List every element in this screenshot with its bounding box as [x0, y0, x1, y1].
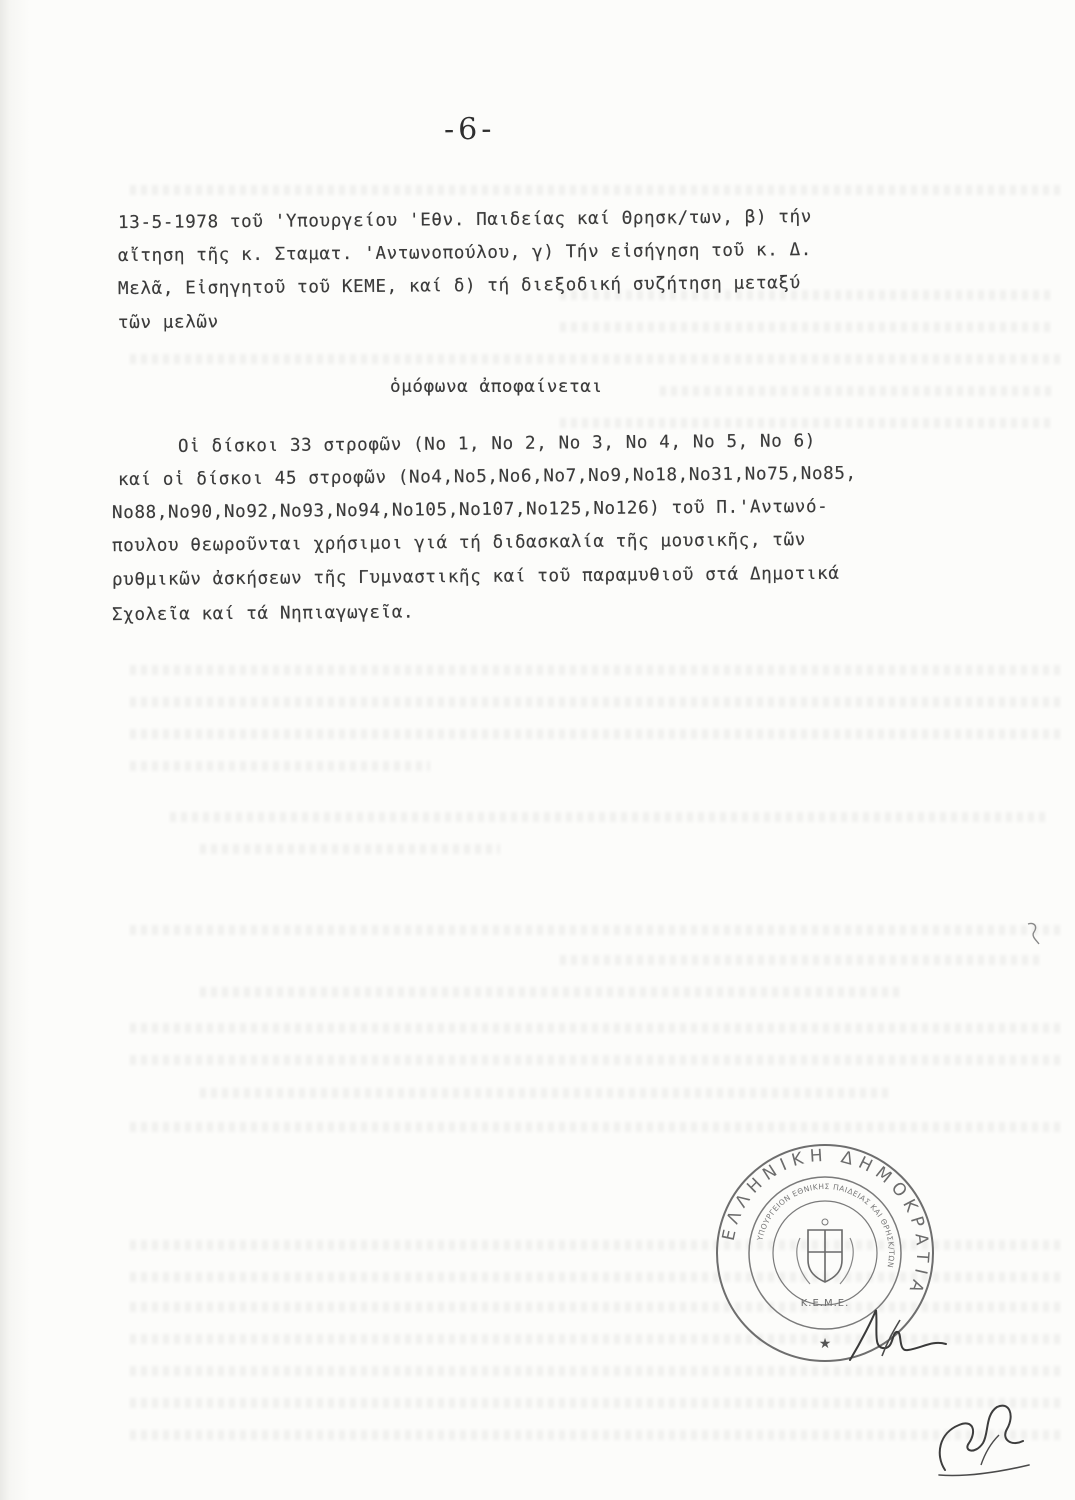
- bleed-through-line: [130, 925, 1060, 935]
- bleed-through-line: [130, 1398, 1060, 1408]
- bleed-through-line: [130, 1430, 1060, 1440]
- bleed-through-line: [200, 987, 900, 997]
- signature: [842, 1290, 952, 1380]
- bleed-through-line: [130, 354, 1060, 364]
- seal-outer-text: ΕΛΛΗΝΙΚΗ ΔΗΜΟΚΡΑΤΙΑ: [718, 1145, 933, 1301]
- text-line: πουλου θεωροῦνται χρήσιμοι γιά τή διδασκαλία τῆς μουσικῆς, τῶν: [111, 530, 807, 557]
- coat-of-arms-icon: [797, 1219, 853, 1284]
- bleed-through-line: [130, 1122, 1060, 1132]
- bleed-through-line: [130, 729, 1060, 739]
- bleed-through-line: [560, 955, 1040, 965]
- seal-bottom-text: Κ.Ε.Μ.Ε.: [800, 1298, 850, 1309]
- bleed-through-line: [130, 697, 1060, 707]
- page-number: -6-: [443, 111, 496, 148]
- decision-heading: ὁμόφωνα ἀποφαίνεται: [390, 377, 603, 397]
- text-line: αἴτηση τῆς κ. Σταματ. 'Αντωνοπούλου, γ) Τήν εἰσήγηση τοῦ κ. Δ.: [117, 240, 813, 267]
- bleed-through-line: [200, 844, 500, 854]
- text-line: 13-5-1978 τοῦ 'Υπουργείου 'Εθν. Παιδείας καί Θρησκ/των, β) τήν: [117, 207, 813, 234]
- text-line: Μελᾶ, Εἰσηγητοῦ τοῦ ΚΕΜΕ, καί δ) τή διεξοδική συζήτηση μεταξύ: [117, 273, 801, 300]
- bleed-through-line: [170, 812, 1050, 822]
- bleed-through-line: [130, 761, 430, 771]
- text-line: τῶν μελῶν: [117, 312, 219, 334]
- bleed-through-line: [130, 1023, 1060, 1033]
- initials-signature: [925, 1385, 1045, 1485]
- text-line: Σχολεῖα καί τά Νηπιαγωγεῖα.: [111, 602, 415, 626]
- bleed-through-line: [130, 665, 1060, 675]
- text-line: Νο88,Νο90,Νο92,Νο93,Νο94,Νο105,Νο107,Νο125,Νο126) τοῦ Π.'Αντωνό-: [111, 496, 829, 524]
- seal-star-icon: ★: [818, 1336, 832, 1352]
- margin-mark: [1024, 920, 1044, 950]
- bleed-through-line: [130, 1055, 1060, 1065]
- bleed-through-line: [200, 1088, 890, 1098]
- text-line: καί οἱ δίσκοι 45 στροφῶν (Νο4,Νο5,Νο6,Νο7,Νο9,Νο18,Νο31,Νο75,Νο85,: [117, 463, 857, 491]
- bleed-through-line: [130, 185, 1060, 195]
- seal-inner-text: ΥΠΟΥΡΓΕΙΟΝ ΕΘΝΙΚΗΣ ΠΑΙΔΕΙΑΣ ΚΑΙ ΘΡΗΣΚ/ΤΩΝ: [755, 1181, 897, 1269]
- text-line: ρυθμικῶν ἀσκήσεων τῆς Γυμναστικῆς καί τοῦ παραμυθιοῦ στά Δημοτικά: [111, 563, 840, 591]
- text-line: Οἱ δίσκοι 33 στροφῶν (Νο 1, Νο 2, Νο 3, Νο 4, Νο 5, Νο 6): [177, 431, 817, 457]
